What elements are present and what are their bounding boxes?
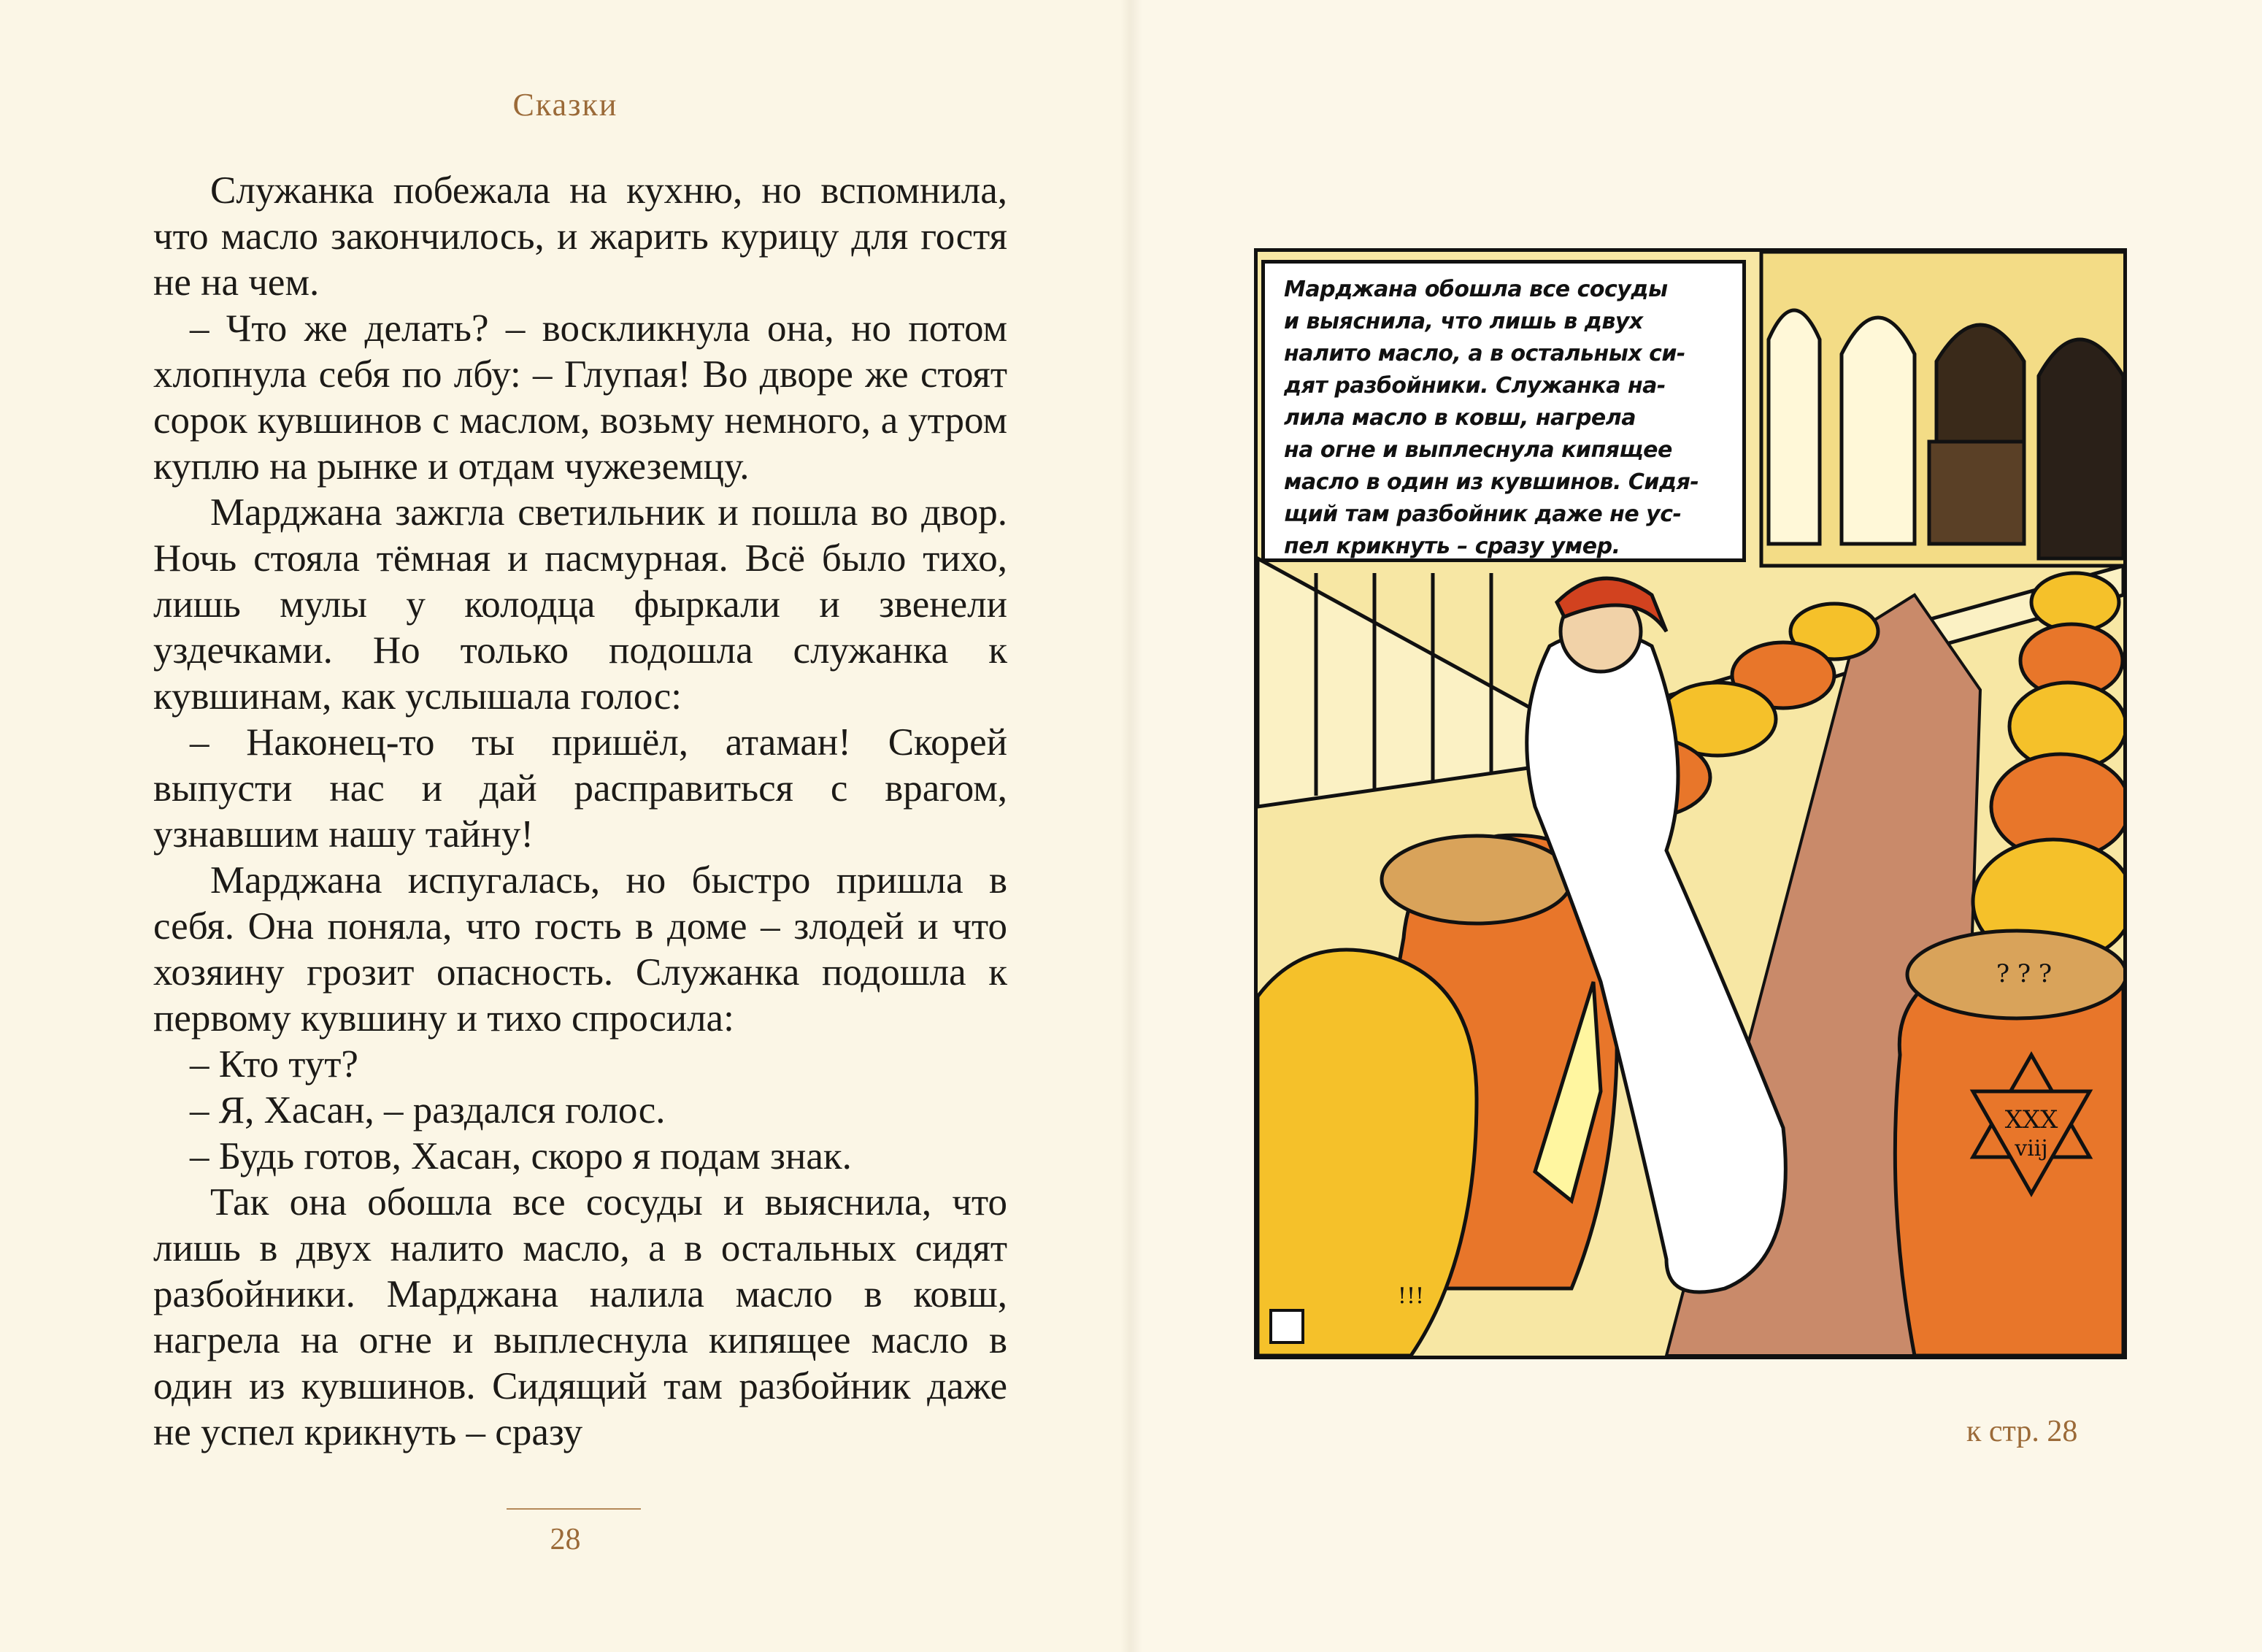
caption-line: Марджана обошла все сосуды <box>1284 277 1668 302</box>
page-number: 28 <box>550 1523 581 1556</box>
paragraph: – Кто тут? <box>190 1043 358 1086</box>
running-head: Сказки <box>512 87 618 123</box>
jar-numeral-top: XXX <box>2004 1105 2058 1134</box>
caption-line: масло в один из кувшинов. Сидя- <box>1284 469 1699 495</box>
gutter-shadow <box>1120 0 1142 1652</box>
caption-line: щий там разбойник даже не ус- <box>1284 502 1682 527</box>
footer-rule <box>507 1508 641 1510</box>
colonnade <box>1761 252 2123 566</box>
caption-line: и выяснила, что лишь в двух <box>1284 309 1643 334</box>
caption-line: дят разбойники. Служанка на- <box>1284 373 1666 399</box>
caption-line: налито масло, а в остальных си- <box>1284 341 1685 366</box>
jar-numeral-bottom: viij <box>2015 1136 2048 1161</box>
paragraph: – Что же делать? – воскликнула она, но потом хлопнула себя по лбу: – Глупая! Во дворе же стоят сорок кувшинов с маслом, возьму немного, а утром куплю на рынке и отдам чужеземцу. <box>153 307 1007 488</box>
illustration-caption <box>1261 260 1746 562</box>
paragraph: Так она обошла все сосуды и выяснила, что лишь в двух налито масло, а в остальных сидят разбойники. Марджана налила масло в ковш, нагрела на огне и выплеснула кипящее масло в один из кувшинов. Сидящий там разбойник даже не успел крикнуть – сразу <box>153 1181 1007 1453</box>
caption-line: пел крикнуть – сразу умер. <box>1284 534 1620 559</box>
lid-marks: ? ? ? <box>1996 959 2053 988</box>
artist-monogram <box>1271 1310 1303 1342</box>
caption-line: лила масло в ковш, нагрела <box>1284 405 1636 431</box>
paragraph: – Я, Хасан, – раздался голос. <box>190 1089 666 1132</box>
paragraph: Марджана испугалась, но быстро пришла в себя. Она поняла, что гость в доме – злодей и что хозяину грозит опасность. Служанка подошла к первому кувшину и тихо спросила: <box>153 859 1007 1040</box>
caption-line: на огне и выплеснула кипящее <box>1284 437 1672 463</box>
paragraph: Марджана зажгла светильник и пошла во двор. Ночь стояла тёмная и пасмурная. Всё было тихо, лишь мулы у колодца фыркали и звенели уздечками. Но только подошла служанка к кувшинам, как услышала голос: <box>153 491 1007 718</box>
paragraph: Служанка побежала на кухню, но вспомнила, что масло закончилось, и жарить курицу для гостя не на чем. <box>153 169 1007 304</box>
jar-marks: !!! <box>1397 1283 1425 1309</box>
paragraph: – Будь готов, Хасан, скоро я подам знак. <box>190 1135 852 1177</box>
body-text <box>153 168 1007 1456</box>
plate-reference: к стр. 28 <box>1966 1415 2078 1448</box>
paragraph: – Наконец-то ты пришёл, атаман! Скорей выпусти нас и дай расправиться с врагом, узнавшим нашу тайну! <box>153 721 1007 856</box>
